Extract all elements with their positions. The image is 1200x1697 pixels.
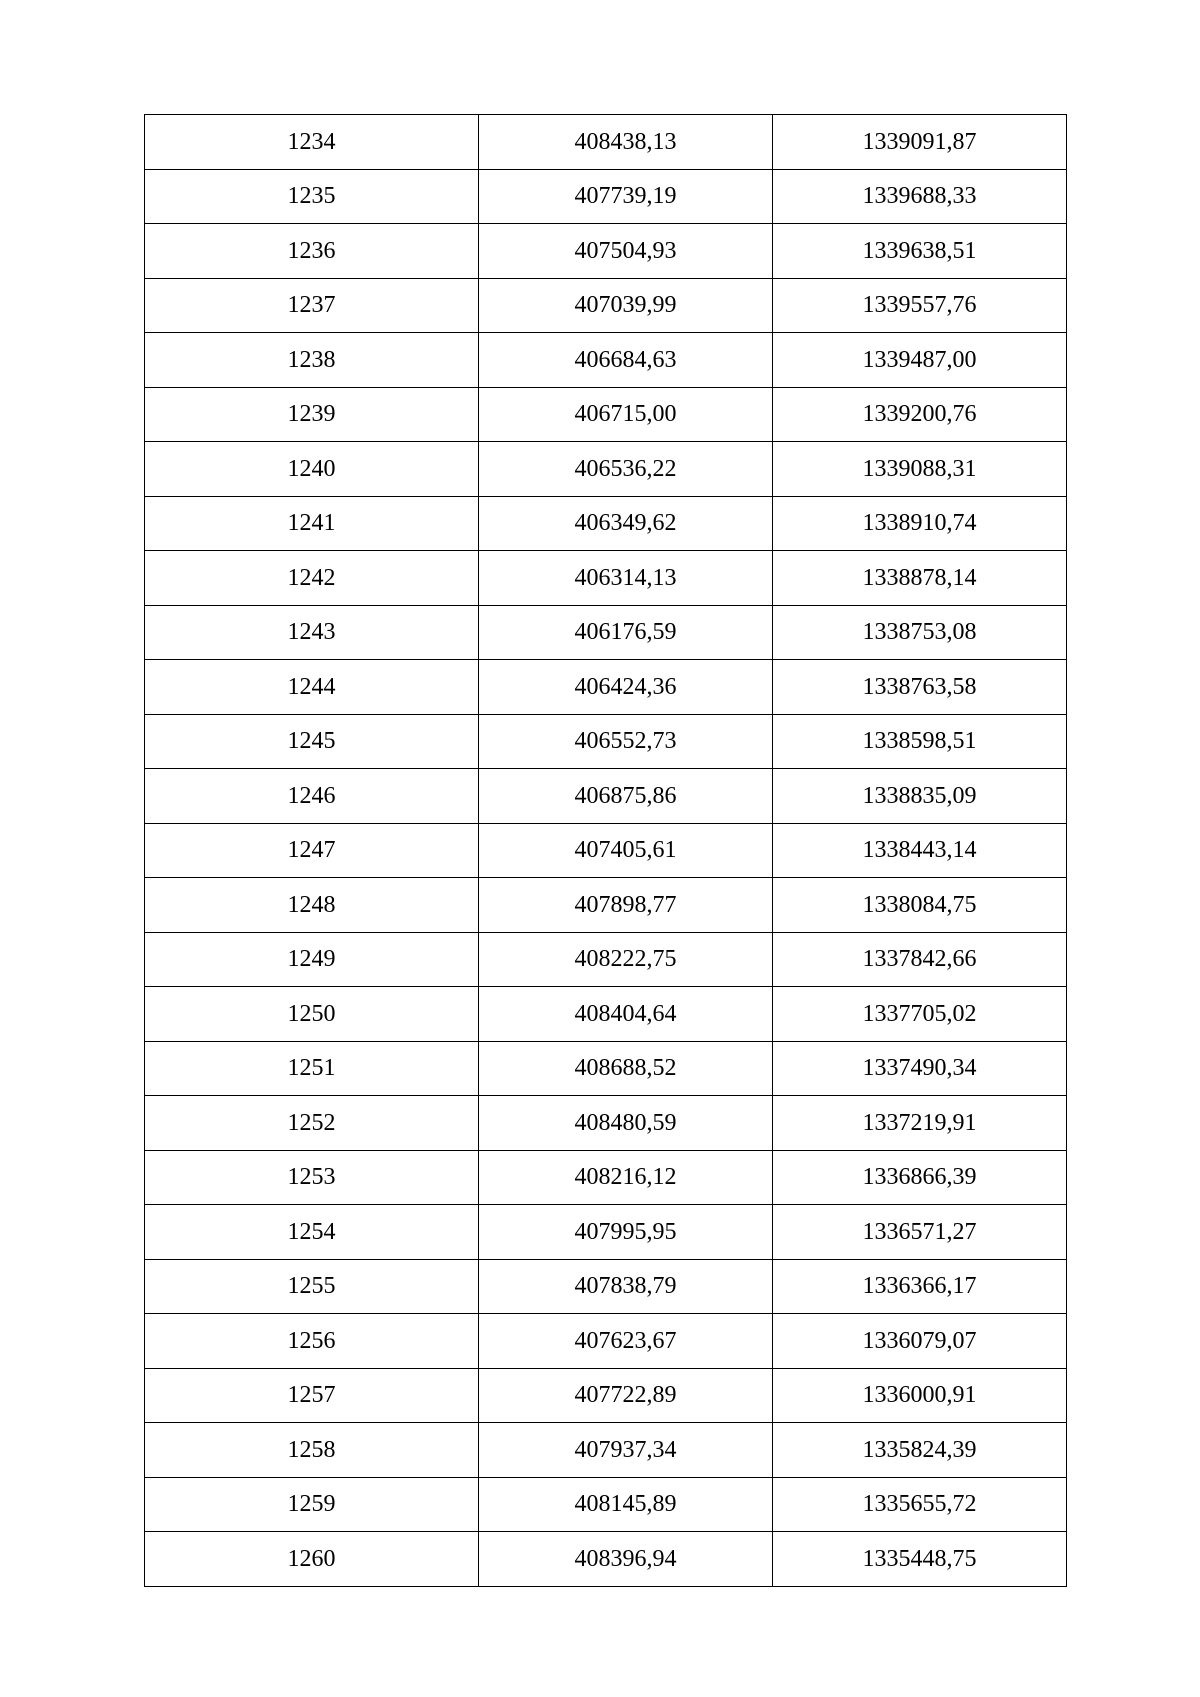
point-number-cell: 1251 xyxy=(145,1041,479,1096)
point-number-cell: 1242 xyxy=(145,551,479,606)
table-row xyxy=(145,823,1067,878)
point-number-cell: 1243 xyxy=(145,605,479,660)
y-coordinate-cell: 1335655,72 xyxy=(773,1477,1067,1532)
point-number-cell: 1257 xyxy=(145,1368,479,1423)
x-coordinate-cell: 406176,59 xyxy=(479,605,773,660)
x-coordinate-cell: 408222,75 xyxy=(479,932,773,987)
x-coordinate-cell: 408438,13 xyxy=(479,115,773,170)
y-coordinate-cell: 1339557,76 xyxy=(773,278,1067,333)
y-coordinate-cell: 1337219,91 xyxy=(773,1096,1067,1151)
y-coordinate-cell: 1338084,75 xyxy=(773,878,1067,933)
y-coordinate-cell: 1339487,00 xyxy=(773,333,1067,388)
x-coordinate-cell: 406684,63 xyxy=(479,333,773,388)
point-number-cell: 1235 xyxy=(145,169,479,224)
point-number-cell: 1246 xyxy=(145,769,479,824)
x-coordinate-cell: 406536,22 xyxy=(479,442,773,497)
table-row xyxy=(145,551,1067,606)
point-number-cell: 1244 xyxy=(145,660,479,715)
x-coordinate-cell: 408145,89 xyxy=(479,1477,773,1532)
y-coordinate-cell: 1338910,74 xyxy=(773,496,1067,551)
table-row xyxy=(145,442,1067,497)
y-coordinate-cell: 1336000,91 xyxy=(773,1368,1067,1423)
table-row xyxy=(145,333,1067,388)
y-coordinate-cell: 1336866,39 xyxy=(773,1150,1067,1205)
point-number-cell: 1253 xyxy=(145,1150,479,1205)
point-number-cell: 1239 xyxy=(145,387,479,442)
y-coordinate-cell: 1338443,14 xyxy=(773,823,1067,878)
y-coordinate-cell: 1336079,07 xyxy=(773,1314,1067,1369)
x-coordinate-cell: 406875,86 xyxy=(479,769,773,824)
point-number-cell: 1238 xyxy=(145,333,479,388)
y-coordinate-cell: 1339091,87 xyxy=(773,115,1067,170)
x-coordinate-cell: 408404,64 xyxy=(479,987,773,1042)
point-number-cell: 1249 xyxy=(145,932,479,987)
x-coordinate-cell: 406424,36 xyxy=(479,660,773,715)
point-number-cell: 1234 xyxy=(145,115,479,170)
table-row xyxy=(145,1205,1067,1260)
table-row xyxy=(145,1150,1067,1205)
y-coordinate-cell: 1336366,17 xyxy=(773,1259,1067,1314)
y-coordinate-cell: 1337490,34 xyxy=(773,1041,1067,1096)
x-coordinate-cell: 407898,77 xyxy=(479,878,773,933)
y-coordinate-cell: 1338835,09 xyxy=(773,769,1067,824)
x-coordinate-cell: 408688,52 xyxy=(479,1041,773,1096)
table-row xyxy=(145,1423,1067,1478)
point-number-cell: 1260 xyxy=(145,1532,479,1587)
y-coordinate-cell: 1335824,39 xyxy=(773,1423,1067,1478)
y-coordinate-cell: 1339638,51 xyxy=(773,224,1067,279)
table-row xyxy=(145,605,1067,660)
y-coordinate-cell: 1338763,58 xyxy=(773,660,1067,715)
x-coordinate-cell: 407722,89 xyxy=(479,1368,773,1423)
y-coordinate-cell: 1338878,14 xyxy=(773,551,1067,606)
y-coordinate-cell: 1339200,76 xyxy=(773,387,1067,442)
table-row xyxy=(145,1041,1067,1096)
y-coordinate-cell: 1337705,02 xyxy=(773,987,1067,1042)
table-row xyxy=(145,115,1067,170)
coordinates-table-body xyxy=(145,115,1067,1587)
point-number-cell: 1247 xyxy=(145,823,479,878)
table-row xyxy=(145,987,1067,1042)
point-number-cell: 1248 xyxy=(145,878,479,933)
x-coordinate-cell: 407504,93 xyxy=(479,224,773,279)
point-number-cell: 1254 xyxy=(145,1205,479,1260)
table-row xyxy=(145,169,1067,224)
y-coordinate-cell: 1339688,33 xyxy=(773,169,1067,224)
x-coordinate-cell: 408396,94 xyxy=(479,1532,773,1587)
point-number-cell: 1241 xyxy=(145,496,479,551)
y-coordinate-cell: 1338598,51 xyxy=(773,714,1067,769)
x-coordinate-cell: 406349,62 xyxy=(479,496,773,551)
x-coordinate-cell: 407937,34 xyxy=(479,1423,773,1478)
table-row xyxy=(145,278,1067,333)
table-row xyxy=(145,224,1067,279)
y-coordinate-cell: 1335448,75 xyxy=(773,1532,1067,1587)
point-number-cell: 1258 xyxy=(145,1423,479,1478)
table-row xyxy=(145,1259,1067,1314)
y-coordinate-cell: 1338753,08 xyxy=(773,605,1067,660)
x-coordinate-cell: 407995,95 xyxy=(479,1205,773,1260)
x-coordinate-cell: 407623,67 xyxy=(479,1314,773,1369)
y-coordinate-cell: 1339088,31 xyxy=(773,442,1067,497)
x-coordinate-cell: 407838,79 xyxy=(479,1259,773,1314)
point-number-cell: 1255 xyxy=(145,1259,479,1314)
x-coordinate-cell: 407739,19 xyxy=(479,169,773,224)
x-coordinate-cell: 406552,73 xyxy=(479,714,773,769)
point-number-cell: 1240 xyxy=(145,442,479,497)
y-coordinate-cell: 1337842,66 xyxy=(773,932,1067,987)
point-number-cell: 1256 xyxy=(145,1314,479,1369)
x-coordinate-cell: 407039,99 xyxy=(479,278,773,333)
table-row xyxy=(145,878,1067,933)
table-row xyxy=(145,387,1067,442)
table-row xyxy=(145,1477,1067,1532)
table-row xyxy=(145,1096,1067,1151)
point-number-cell: 1236 xyxy=(145,224,479,279)
x-coordinate-cell: 408480,59 xyxy=(479,1096,773,1151)
point-number-cell: 1245 xyxy=(145,714,479,769)
x-coordinate-cell: 406715,00 xyxy=(479,387,773,442)
point-number-cell: 1252 xyxy=(145,1096,479,1151)
table-row xyxy=(145,769,1067,824)
point-number-cell: 1250 xyxy=(145,987,479,1042)
table-row xyxy=(145,714,1067,769)
coordinates-table xyxy=(144,114,1067,1587)
table-row xyxy=(145,1314,1067,1369)
x-coordinate-cell: 406314,13 xyxy=(479,551,773,606)
table-row xyxy=(145,932,1067,987)
table-row xyxy=(145,660,1067,715)
point-number-cell: 1259 xyxy=(145,1477,479,1532)
table-row xyxy=(145,1532,1067,1587)
point-number-cell: 1237 xyxy=(145,278,479,333)
x-coordinate-cell: 408216,12 xyxy=(479,1150,773,1205)
y-coordinate-cell: 1336571,27 xyxy=(773,1205,1067,1260)
table-row xyxy=(145,1368,1067,1423)
x-coordinate-cell: 407405,61 xyxy=(479,823,773,878)
table-row xyxy=(145,496,1067,551)
